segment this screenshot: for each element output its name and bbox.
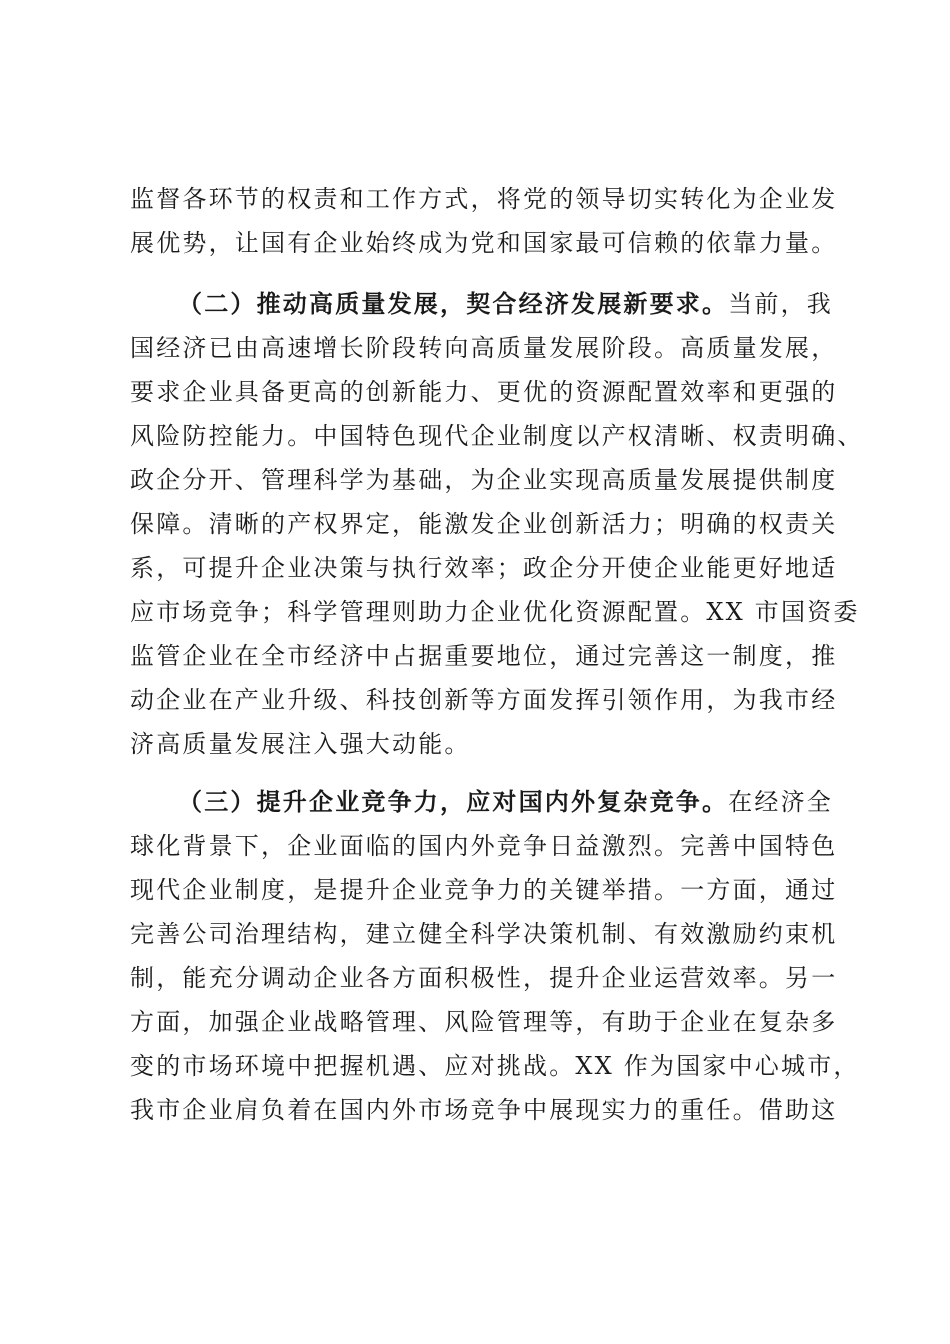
paragraph-line: 国经济已由高速增长阶段转向高质量发展阶段。高质量发展，: [130, 334, 838, 362]
paragraph-line: 监督各环节的权责和工作方式，将党的领导切实转化为企业发: [130, 185, 838, 213]
paragraph-1: [130, 177, 838, 265]
paragraph-2: [130, 282, 864, 766]
paragraph-line: 完善公司治理结构，建立健全科学决策机制、有效激励约束机: [130, 920, 838, 948]
section-heading-3: （三）提升企业竞争力，应对国内外复杂竞争。: [178, 787, 729, 816]
paragraph-line: 变的市场环境中把握机遇、应对挑战。XX 作为国家中心城市，: [130, 1052, 860, 1080]
paragraph-line: 方面，加强企业战略管理、风险管理等，有助于企业在复杂多: [130, 1008, 838, 1036]
paragraph-line: 动企业在产业升级、科技创新等方面发挥引领作用，为我市经: [130, 686, 838, 714]
paragraph-line: 政企分开、管理科学为基础，为企业实现高质量发展提供制度: [130, 466, 838, 494]
paragraph-line: 济高质量发展注入强大动能。: [130, 730, 471, 758]
paragraph-line: 系，可提升企业决策与执行效率；政企分开使企业能更好地适: [130, 554, 838, 582]
paragraph-line: 现代企业制度，是提升企业竞争力的关键举措。一方面，通过: [130, 876, 838, 904]
paragraph-line: 制，能充分调动企业各方面积极性，提升企业运营效率。另一: [130, 964, 838, 992]
paragraph-line: 应市场竞争；科学管理则助力企业优化资源配置。XX 市国资委: [130, 598, 860, 626]
paragraph-line-rest: 当前，我: [728, 290, 834, 318]
paragraph-first-line: [130, 780, 834, 824]
paragraph-line: 我市企业肩负着在国内外市场竞争中展现实力的重任。借助这: [130, 1096, 838, 1124]
paragraph-line: 保障。清晰的产权界定，能激发企业创新活力；明确的权责关: [130, 510, 838, 538]
paragraph-3: [130, 780, 860, 1132]
paragraph-line-rest: 在经济全: [728, 788, 834, 816]
paragraph-line: 要求企业具备更高的创新能力、更优的资源配置效率和更强的: [130, 378, 838, 406]
paragraph-line: 风险防控能力。中国特色现代企业制度以产权清晰、权责明确、: [130, 422, 864, 450]
paragraph-line: 监管企业在全市经济中占据重要地位，通过完善这一制度，推: [130, 642, 838, 670]
section-heading-2: （二）推动高质量发展，契合经济发展新要求。: [178, 289, 729, 318]
paragraph-line: 球化背景下，企业面临的国内外竞争日益激烈。完善中国特色: [130, 832, 838, 860]
paragraph-line: 展优势，让国有企业始终成为党和国家最可信赖的依靠力量。: [130, 229, 838, 257]
paragraph-first-line: [130, 282, 834, 326]
